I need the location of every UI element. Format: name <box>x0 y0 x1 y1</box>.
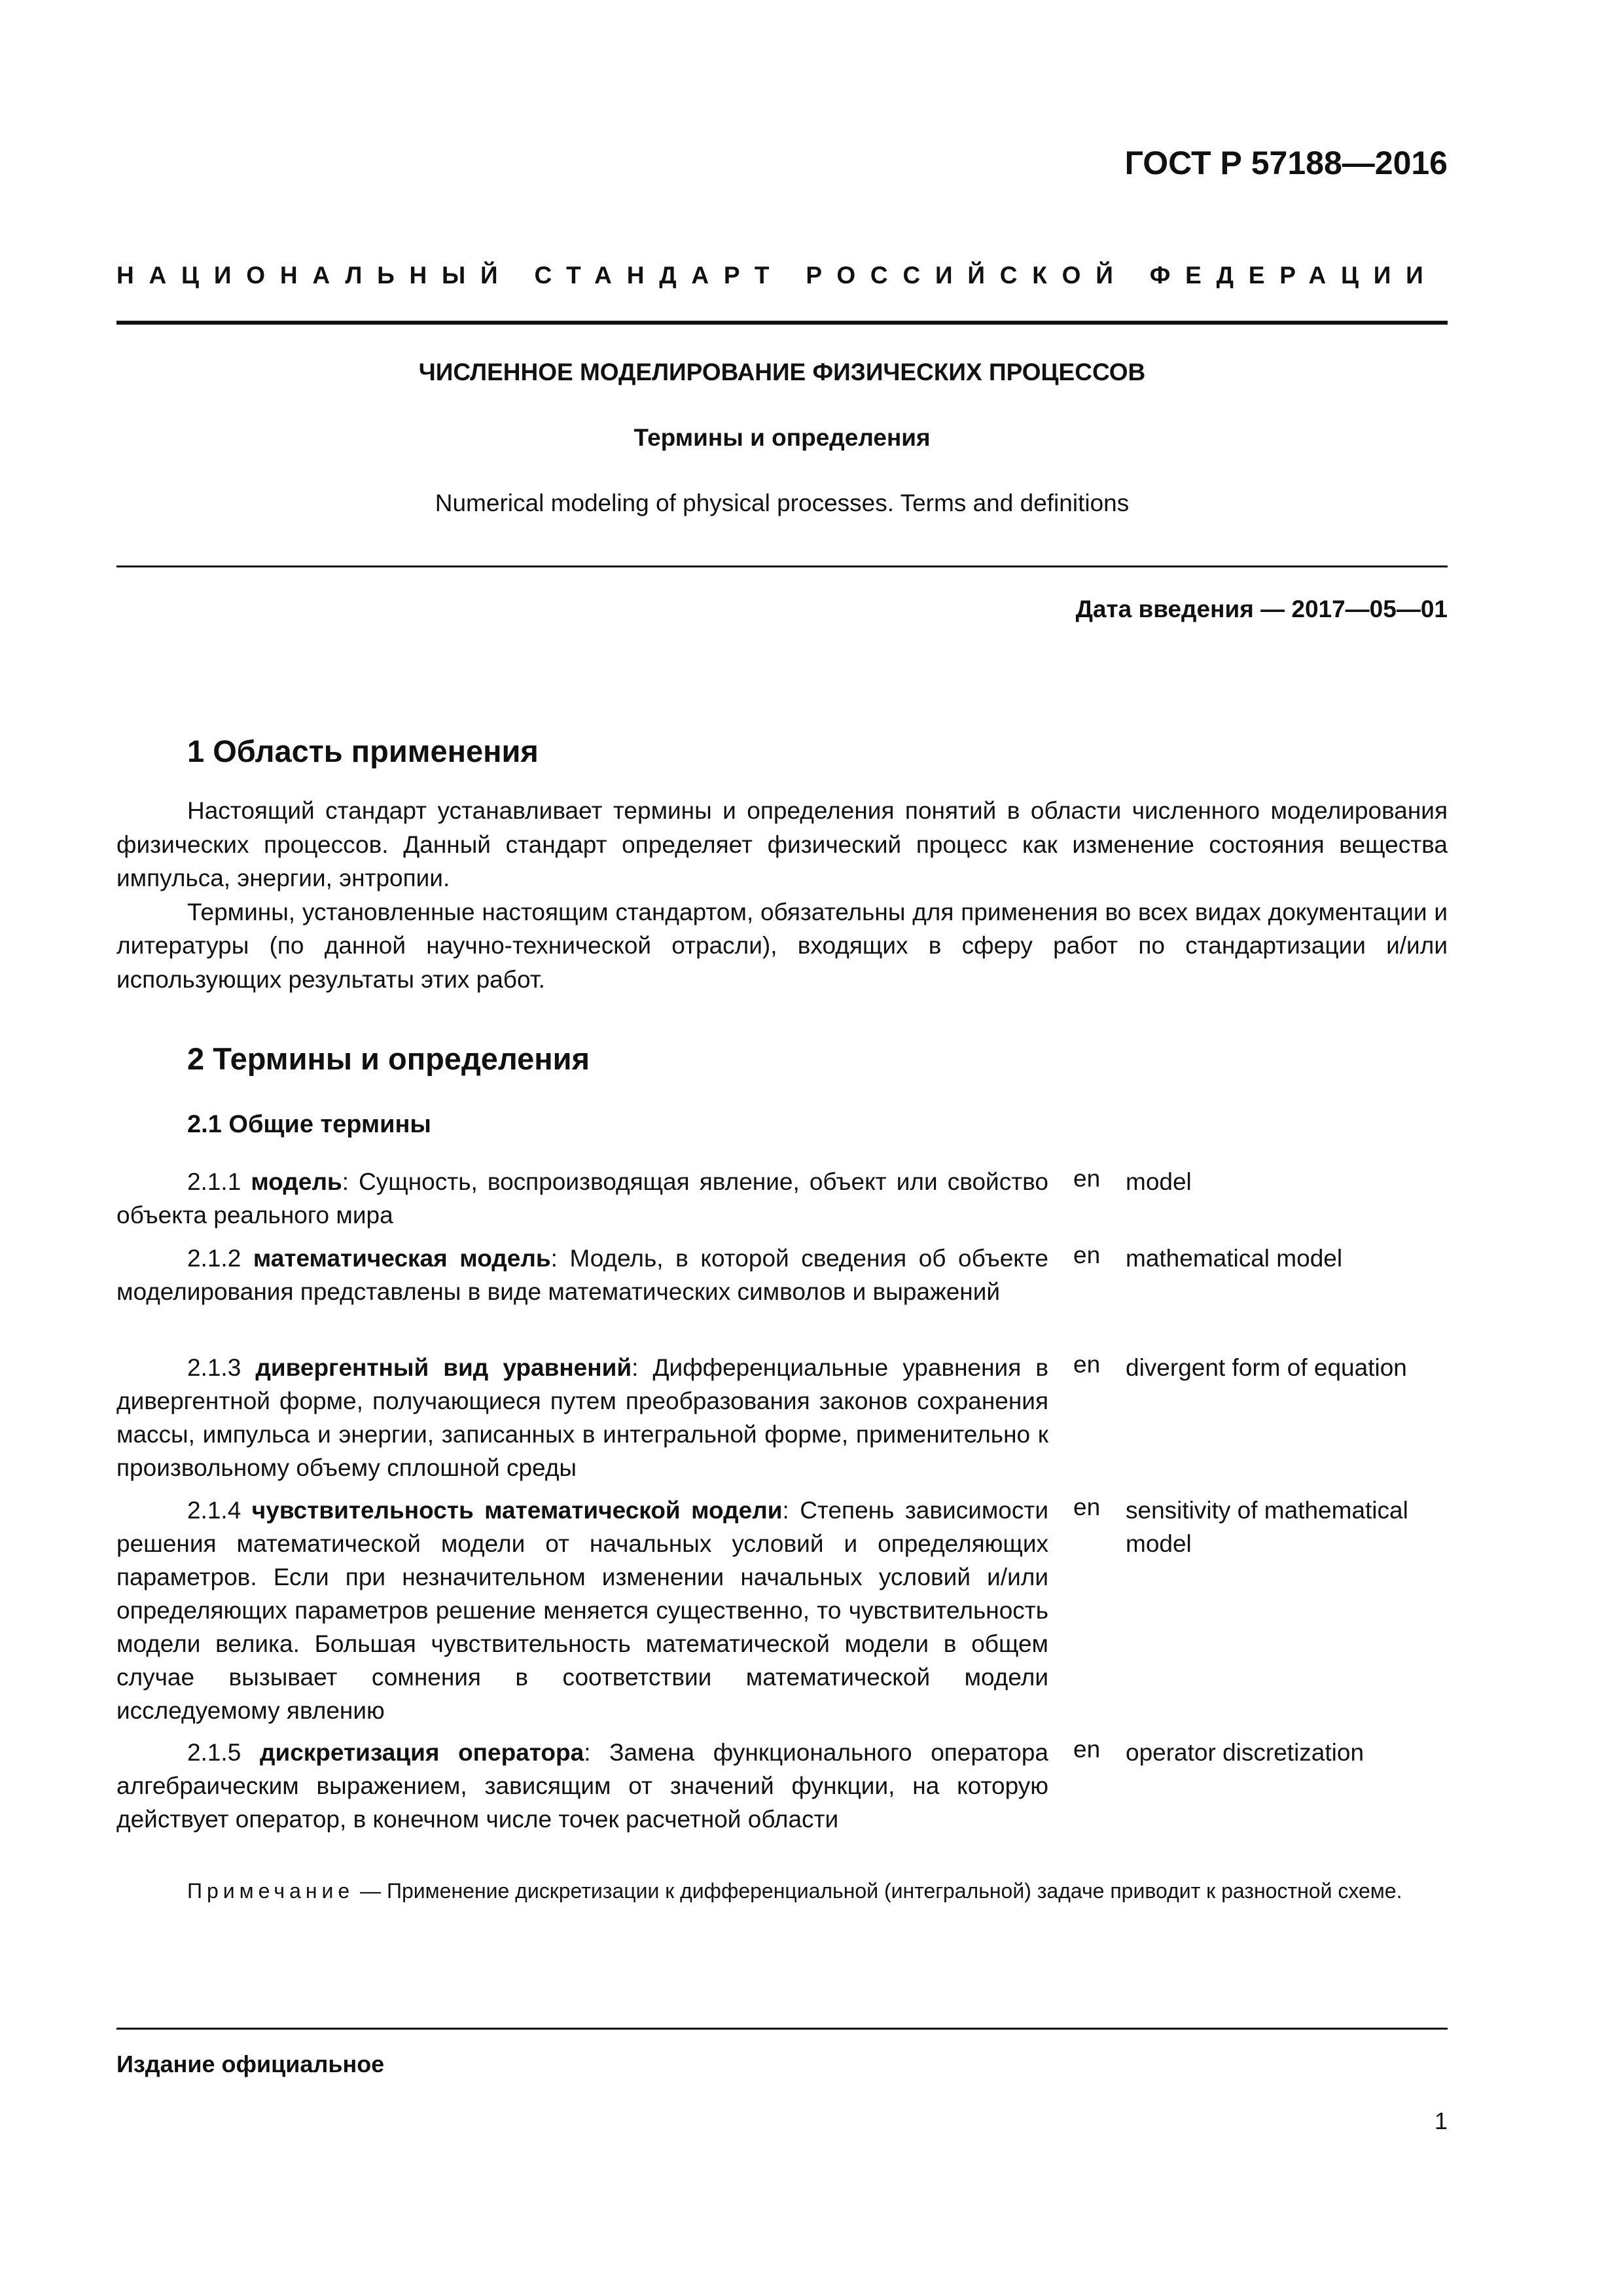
term-number: 2.1.1 <box>187 1168 251 1195</box>
term-definition: : Дифференциальные уравнения в дивергентной форме, получающиеся путем преобразования законов сохранения массы, импульса и энергии, записанных в интегральной форме, применительно к произвольному объему сплошной среды <box>116 1354 1048 1481</box>
language-code: en <box>1073 1351 1101 1378</box>
term-name: дискретизация оператора <box>259 1739 584 1766</box>
term-name: чувствительность математической модели <box>251 1497 783 1524</box>
term-number: 2.1.4 <box>187 1497 252 1524</box>
term-entry <box>116 1736 1048 1836</box>
term-name: модель <box>251 1168 342 1195</box>
introduction-date: Дата введения — 2017—05—01 <box>1075 596 1448 622</box>
section-1-body <box>116 794 1448 996</box>
term-name: математическая модель <box>253 1245 551 1272</box>
term-entry <box>116 1494 1048 1727</box>
top-rule <box>116 321 1448 325</box>
language-code: en <box>1073 1242 1101 1268</box>
title-rule <box>116 565 1448 567</box>
english-term: model <box>1126 1168 1192 1195</box>
term-definition: : Модель, в которой сведения об объекте моделирования представлены в виде математических символов и выражений <box>116 1245 1048 1305</box>
edition-label: Издание официальное <box>116 2051 385 2077</box>
term-name: дивергентный вид уравнений <box>255 1354 632 1381</box>
term-number: 2.1.2 <box>187 1245 253 1272</box>
note <box>116 1876 1448 1906</box>
note-label: Примечание <box>187 1879 355 1903</box>
document-subtitle: Термины и определения <box>633 424 931 451</box>
note-text: — Применение дискретизации к дифференциальной (интегральной) задаче приводит к разностной схеме. <box>354 1879 1402 1903</box>
language-code: en <box>1073 1736 1101 1763</box>
section-1-paragraph-1: Настоящий стандарт устанавливает термины и определения понятий в области численного моделирования физических процессов. Данный стандарт определяет физический процесс как изменение состояния вещества импульса, энергии, энтропии. <box>116 797 1448 891</box>
term-entry <box>116 1242 1048 1308</box>
term-entry <box>116 1165 1048 1232</box>
english-term: mathematical model <box>1126 1245 1343 1272</box>
document-title-english: Numerical modeling of physical processes. Terms and definitions <box>435 490 1130 516</box>
language-code: en <box>1073 1165 1101 1192</box>
section-1-heading: 1 Область применения <box>187 734 539 768</box>
term-number: 2.1.3 <box>187 1354 256 1381</box>
english-term: sensitivity of mathematical model <box>1126 1497 1408 1557</box>
term-definition: : Замена функционального оператора алгебраическим выражением, зависящим от значений функции, на которую действует оператор, в конечном числе точек расчетной области <box>116 1739 1048 1833</box>
english-term: operator discretization <box>1126 1739 1364 1766</box>
footer-rule <box>116 2028 1448 2030</box>
term-definition: : Степень зависимости решения математической модели от начальных условий и определяющих параметров. Если при незначительном изменении начальных условий и/или определяющих параметров решение меняется существенно, то чувствительность модели велика. Большая чувствительность математической модели в общем случае вызывает сомнения в соответствии математической модели исследуемому явлению <box>116 1497 1048 1724</box>
national-standard-title: НАЦИОНАЛЬНЫЙ СТАНДАРТ РОССИЙСКОЙ ФЕДЕРАЦИИ <box>116 262 1438 289</box>
section-1-paragraph-2: Термины, установленные настоящим стандартом, обязательны для применения во всех видах документации и литературы (по данной научно-технической отрасли), входящих в сферу работ по стандартизации и/или использующих результаты этих работ. <box>116 898 1448 993</box>
page-number: 1 <box>1434 2108 1448 2134</box>
subsection-2-1-heading: 2.1 Общие термины <box>187 1111 431 1138</box>
term-number: 2.1.5 <box>187 1739 260 1766</box>
document-code: ГОСТ Р 57188—2016 <box>1124 145 1448 181</box>
language-code: en <box>1073 1494 1101 1520</box>
english-term: divergent form of equation <box>1126 1354 1407 1381</box>
term-entry <box>116 1351 1048 1484</box>
document-title: ЧИСЛЕННОЕ МОДЕЛИРОВАНИЕ ФИЗИЧЕСКИХ ПРОЦЕССОВ <box>418 359 1146 386</box>
section-2-heading: 2 Термины и определения <box>187 1041 590 1076</box>
term-definition: : Сущность, воспроизводящая явление, объект или свойство объекта реального мира <box>116 1168 1048 1229</box>
